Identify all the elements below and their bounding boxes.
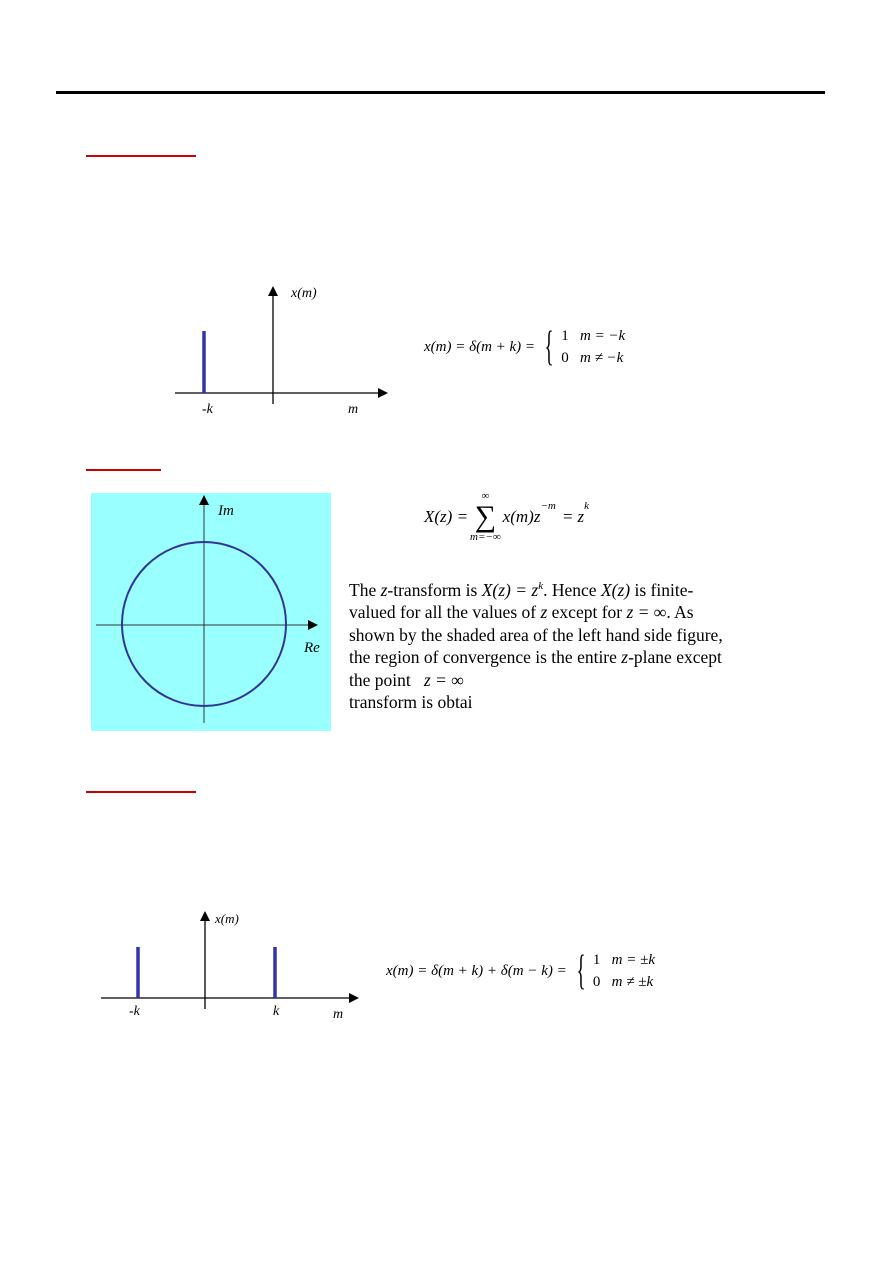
paragraph-line-3: shown by the shaded area of the left hand side figure, xyxy=(349,624,723,645)
x-axis-label: m xyxy=(348,402,359,417)
sigma-icon: ∑ xyxy=(474,500,497,533)
tick-label-neg-k: -k xyxy=(129,1004,140,1019)
impulse-plot-2 xyxy=(95,905,375,1030)
case-2-condition: m ≠ ±k xyxy=(611,974,654,990)
case-1-condition: m = ±k xyxy=(611,952,656,968)
case-1-condition: m = −k xyxy=(579,328,626,344)
case-2-condition: m ≠ −k xyxy=(579,350,624,366)
case-2-value: 0 xyxy=(592,974,601,990)
summation xyxy=(470,491,501,543)
impulse-plot-1 xyxy=(160,280,400,420)
case-brace: { xyxy=(544,324,554,370)
paragraph-line-2: valued for all the values of z except for z = ∞. As xyxy=(349,602,694,623)
roc-explanation xyxy=(349,575,804,715)
section-underline-3 xyxy=(86,791,196,793)
tick-label-neg-k: -k xyxy=(202,402,213,417)
paragraph-line-4: the region of convergence is the entire z-plane except xyxy=(349,647,722,668)
case-1-value: 1 xyxy=(561,328,569,344)
z-plane-roc-figure xyxy=(91,493,331,731)
section-underline-1 xyxy=(86,155,196,157)
y-axis-label: x(m) xyxy=(291,286,317,301)
x-axis-label: m xyxy=(333,1007,344,1022)
equation-3 xyxy=(386,949,655,993)
equation-2-rhs-exponent: −m xyxy=(540,500,556,512)
case-2-value: 0 xyxy=(561,350,569,366)
im-axis-label: Im xyxy=(218,503,234,519)
y-axis-label: x(m) xyxy=(215,911,239,926)
paragraph-line-6: transform is obtai xyxy=(349,692,473,713)
equation-2-result-exponent: k xyxy=(584,500,590,512)
equation-1-cases xyxy=(561,325,625,369)
equation-1 xyxy=(424,325,625,369)
paragraph-line-5: the point z = ∞ xyxy=(349,669,464,690)
section-underline-2 xyxy=(86,469,161,471)
equation-3-cases xyxy=(593,949,655,993)
equation-1-lhs: x(m) = δ(m + k) = xyxy=(424,338,536,355)
equation-2-lhs: X(z) = xyxy=(424,507,469,526)
equation-2-result: = z xyxy=(561,507,585,526)
case-brace: { xyxy=(576,948,586,994)
tick-label-k: k xyxy=(273,1004,280,1019)
roc-shaded-region xyxy=(91,493,331,731)
sum-upper-limit: ∞ xyxy=(481,490,490,502)
re-axis-label: Re xyxy=(304,640,320,656)
equation-3-lhs: x(m) = δ(m + k) + δ(m − k) = xyxy=(386,962,567,979)
sum-lower-limit: m=−∞ xyxy=(470,531,501,543)
paragraph-line-1: The z-transform is $X(z) = z^k$. Hence X(z) is finite- xyxy=(349,579,694,600)
equation-2-rhs: x(m)z xyxy=(502,507,541,526)
header-rule xyxy=(56,91,825,94)
equation-2 xyxy=(424,488,589,546)
case-1-value: 1 xyxy=(592,952,601,968)
